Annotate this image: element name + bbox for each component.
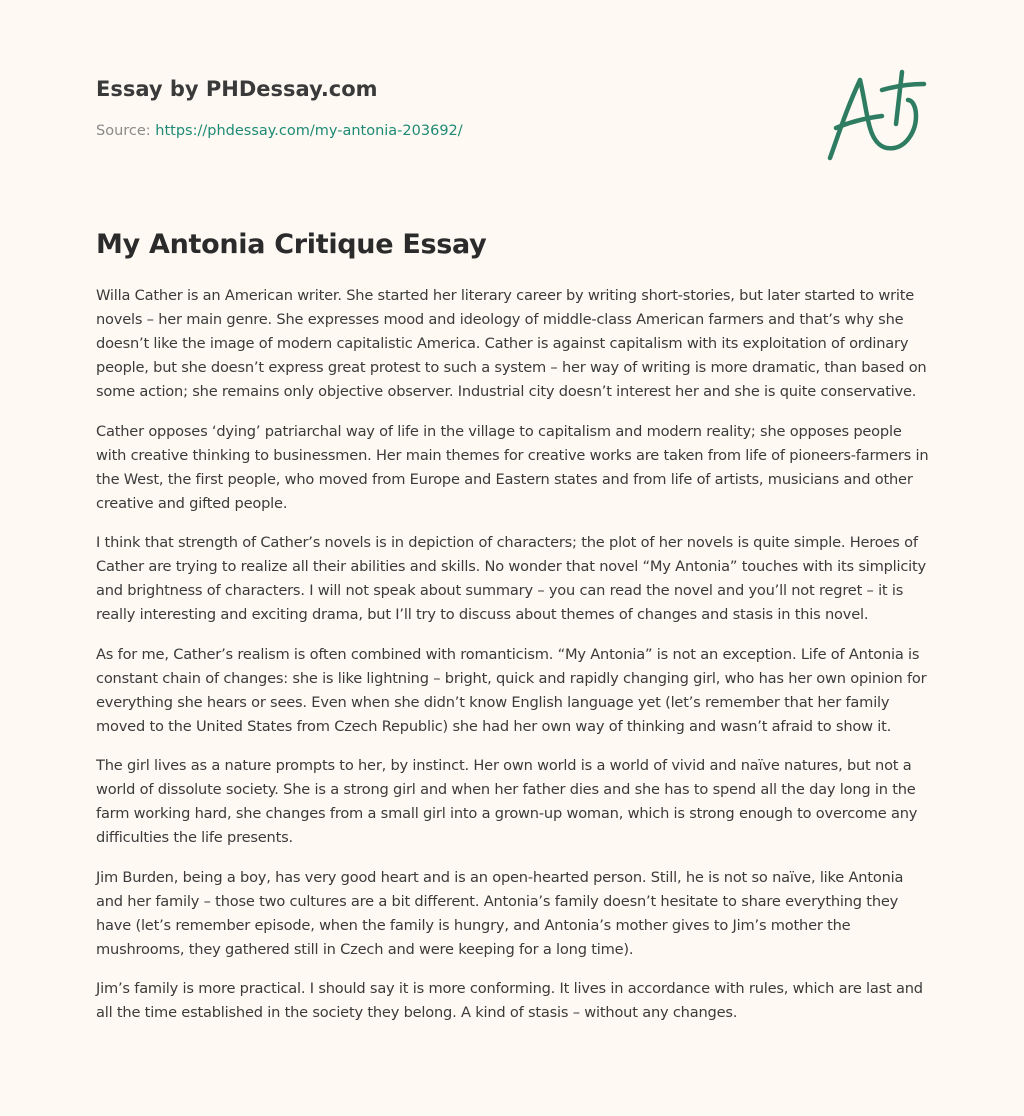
essay-paragraph: As for me, Cather’s realism is often combined with romanticism. “My Antonia” is not an exception. Life of Antonia is constant chain of changes: she is like lightning – bright, quick and rapidly changing girl, who has her own opinion for everything she hears or sees. Even when she didn’t know English language yet (let’s remember that her family moved to the United States from Czech Republic) she had her own way of thinking and wasn’t afraid to show it. [96,645,927,735]
essay-paragraph: Jim’s family is more practical. I should say it is more conforming. It lives in accordance with rules, which are last and all the time established in the society they belong. A kind of stasis – without any changes. [96,980,923,1021]
essay-title: My Antonia Critique Essay [96,229,487,260]
essay-paragraph: I think that strength of Cather’s novels is in depiction of characters; the plot of her novels is quite simple. Heroes of Cather are trying to realize all their abilities and skills. No wonder that novel “My Antonia” touches with its simplicity and brightness of characters. I will not speak about summary – you can read the novel and you’ll not regret – it is really interesting and exciting drama, but I’ll try to discuss about themes of changes and stasis in this novel. [96,534,926,623]
source-line [96,121,796,141]
essay-paragraph: The girl lives as a nature prompts to her, by instinct. Her own world is a world of vivid and naïve natures, but not a world of dissolute society. She is a strong girl and when her father dies and she has to spend all the day long in the farm working hard, she changes from a small girl into a grown-up woman, which is strong enough to overcome any difficulties the life presents. [96,757,918,846]
essay-paragraph: Willa Cather is an American writer. She started her literary career by writing short-stories, but later started to write novels – her main genre. She expresses mood and ideology of middle-class American farmers and that’s why she doesn’t like the image of modern capitalistic America. Cather is against capitalism with its exploitation of ordinary people, but she doesn’t express great protest to such a system – her way of writing is more dramatic, than based on some action; she remains only objective observer. Industrial city doesn’t interest her and she is quite conservative. [96,287,927,400]
a-plus-logo-icon [820,66,932,166]
source-link[interactable]: https://phdessay.com/my-antonia-203692/ [155,123,463,139]
source-label: Source: [96,123,156,139]
essay-paragraph: Jim Burden, being a boy, has very good heart and is an open-hearted person. Still, he is not so naïve, like Antonia and her family – those two cultures are a bit different. Antonia’s family doesn’t hesitate to share everything they have (let’s remember episode, when the family is hungry, and Antonia’s mother gives to Jim’s mother the mushrooms, they gathered still in Czech and were keeping for a long time). [96,868,904,958]
document-header [96,74,796,141]
site-title: Essay by PHDessay.com [96,77,378,101]
essay-paragraph: Cather opposes ‘dying’ patriarchal way of life in the village to capitalism and modern reality; she opposes people with creative thinking to businessmen. Her main themes for creative works are taken from life of pioneers-farmers in the West, the first people, who moved from Europe and Eastern states and from life of artists, musicians and other creative and gifted people. [96,422,929,512]
essay-body [96,284,932,1041]
